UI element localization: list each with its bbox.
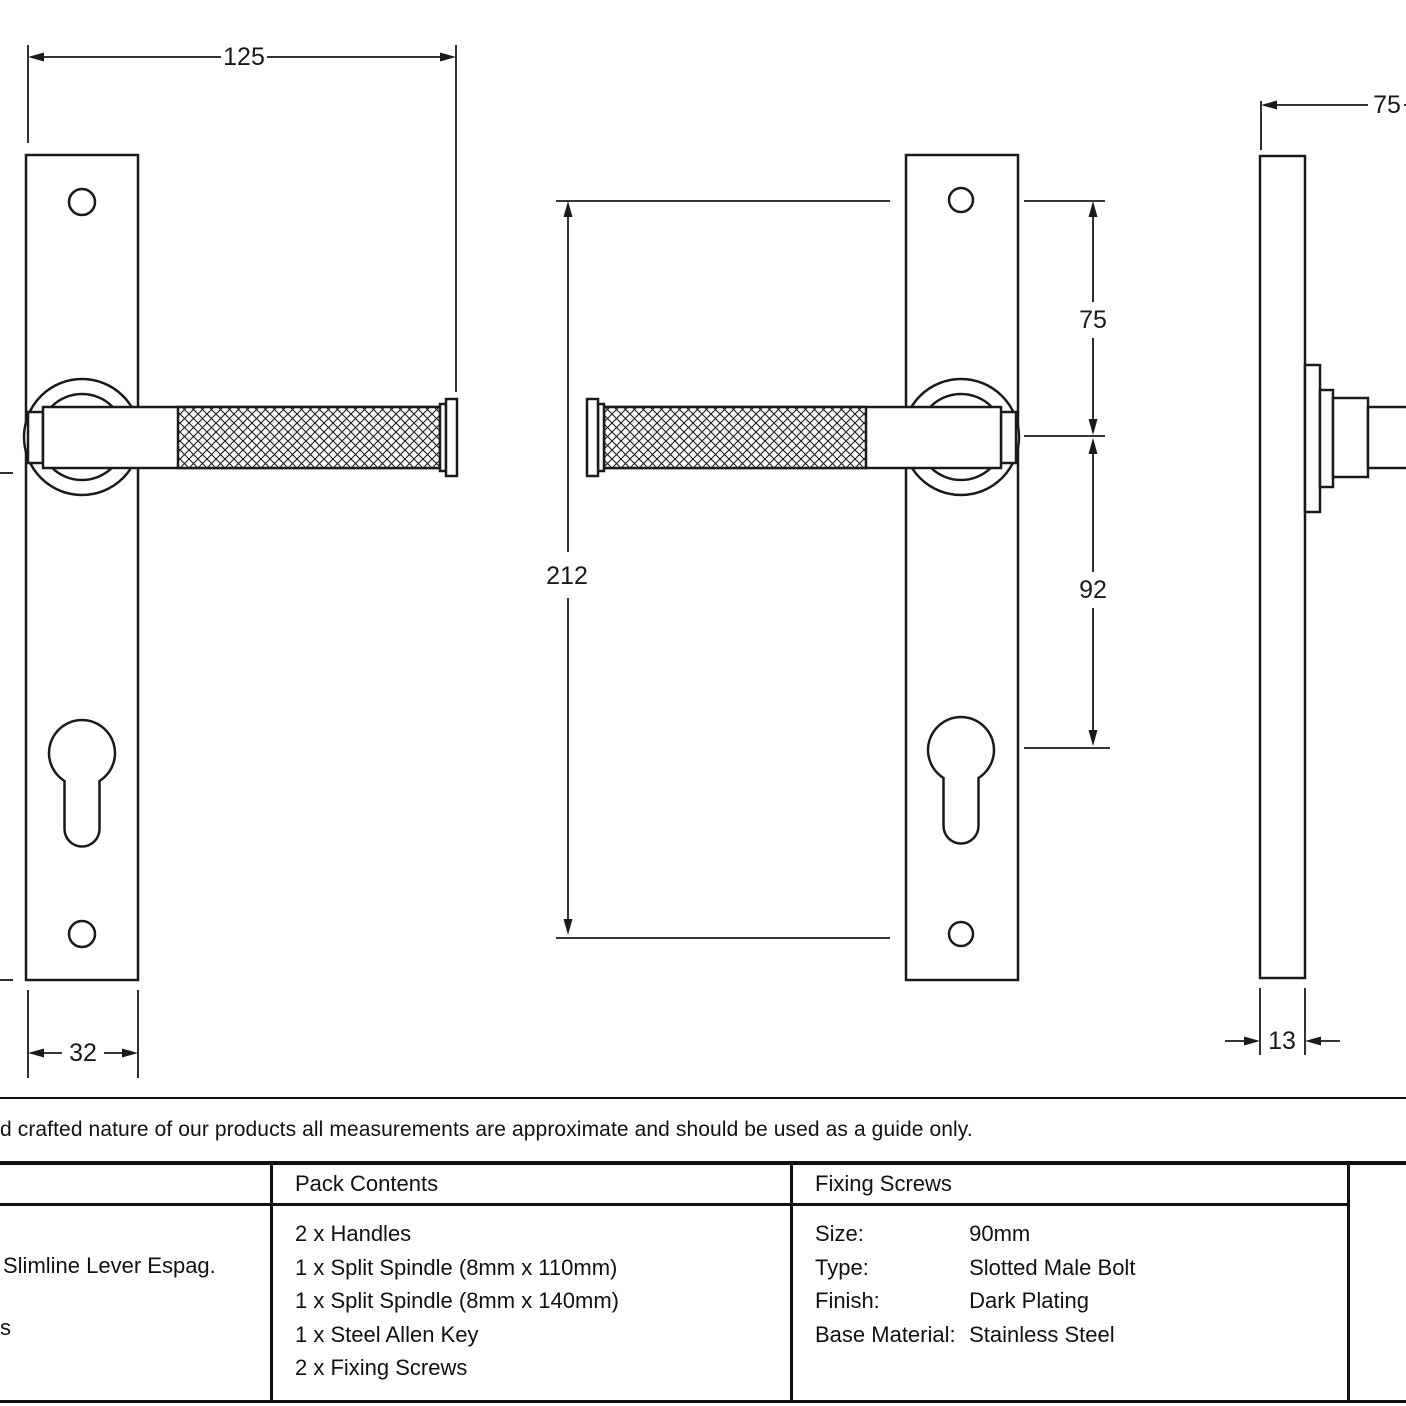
pack-contents-list — [273, 1206, 790, 1385]
dimension-lines — [0, 45, 1406, 1078]
spec-row — [815, 1284, 1347, 1318]
collar-side — [1320, 390, 1333, 487]
pack-contents-body — [273, 1206, 790, 1385]
lever-end-cap — [587, 399, 598, 476]
front-view-left — [24, 155, 457, 980]
fixing-screws-rows — [793, 1206, 1347, 1351]
lever-bar-side — [1368, 407, 1406, 468]
dim-handle-to-cylinder: 92 — [1079, 576, 1107, 604]
pack-contents-title: Pack Contents — [295, 1171, 439, 1196]
dim-plate-width: 32 — [69, 1039, 97, 1067]
pack-item: 1 x Steel Allen Key — [295, 1321, 479, 1347]
pack-item: 1 x Split Spindle (8mm x 140mm) — [295, 1288, 619, 1313]
product-column-header — [0, 1165, 270, 1206]
backplate — [26, 155, 138, 980]
backplate-side — [1260, 156, 1305, 978]
spec-value: Slotted Male Bolt — [969, 1254, 1136, 1280]
fixing-screws-title: Fixing Screws — [815, 1171, 952, 1196]
dim-plate-thickness: 13 — [1268, 1027, 1296, 1055]
dim-screw-centres: 212 — [546, 562, 588, 590]
front-view-middle — [587, 155, 1019, 980]
neck-side — [1333, 398, 1368, 477]
spec-label: Type: — [815, 1254, 869, 1280]
lever-collar — [28, 412, 43, 463]
specification-table — [0, 1161, 1406, 1403]
fixing-screws-body — [793, 1206, 1347, 1351]
measurement-disclaimer-text: d crafted nature of our products all measurements are approximate and should be used as a guide only. — [0, 1118, 973, 1141]
lever-collar — [1001, 412, 1016, 463]
pack-contents-header — [273, 1165, 790, 1206]
spec-value: 90mm — [969, 1221, 1031, 1246]
pack-contents-column — [273, 1165, 793, 1400]
pack-item: 2 x Fixing Screws — [295, 1355, 468, 1380]
spec-row — [815, 1318, 1347, 1352]
fixing-screws-header — [793, 1165, 1347, 1206]
lever-knurl — [178, 407, 440, 468]
rose-side — [1305, 365, 1320, 512]
spec-row — [815, 1251, 1347, 1285]
spec-value: Dark Plating — [969, 1288, 1089, 1313]
spec-row — [815, 1217, 1347, 1251]
dim-handle-length: 125 — [223, 43, 265, 71]
product-name-line: s — [0, 1315, 11, 1340]
dim-side-projection: 75 — [1373, 91, 1401, 119]
dimension-labels — [69, 43, 1401, 1067]
empty-end-column — [1350, 1165, 1406, 1400]
side-view — [1260, 156, 1406, 978]
empty-end-header — [1350, 1165, 1406, 1206]
bottom-screw-hole — [69, 921, 95, 947]
spec-label: Finish: — [815, 1288, 880, 1313]
measurement-disclaimer-row — [0, 1097, 1406, 1161]
spec-label: Size: — [815, 1221, 864, 1246]
pack-item: 1 x Split Spindle (8mm x 110mm) — [295, 1254, 618, 1280]
top-screw-hole — [69, 189, 95, 215]
lever-end-cap — [446, 399, 457, 476]
fixing-screws-column — [793, 1165, 1350, 1400]
spec-value: Stainless Steel — [969, 1321, 1115, 1347]
product-column — [0, 1165, 273, 1400]
dim-top-screw-to-handle: 75 — [1079, 306, 1107, 334]
pack-item: 2 x Handles — [295, 1221, 412, 1246]
backplate — [906, 155, 1018, 980]
lever-knurl — [604, 407, 866, 468]
bottom-screw-hole — [949, 922, 973, 946]
top-screw-hole — [949, 188, 973, 212]
product-name-line: Slimline Lever Espag. — [3, 1253, 216, 1278]
spec-label: Base Material: — [815, 1321, 956, 1347]
